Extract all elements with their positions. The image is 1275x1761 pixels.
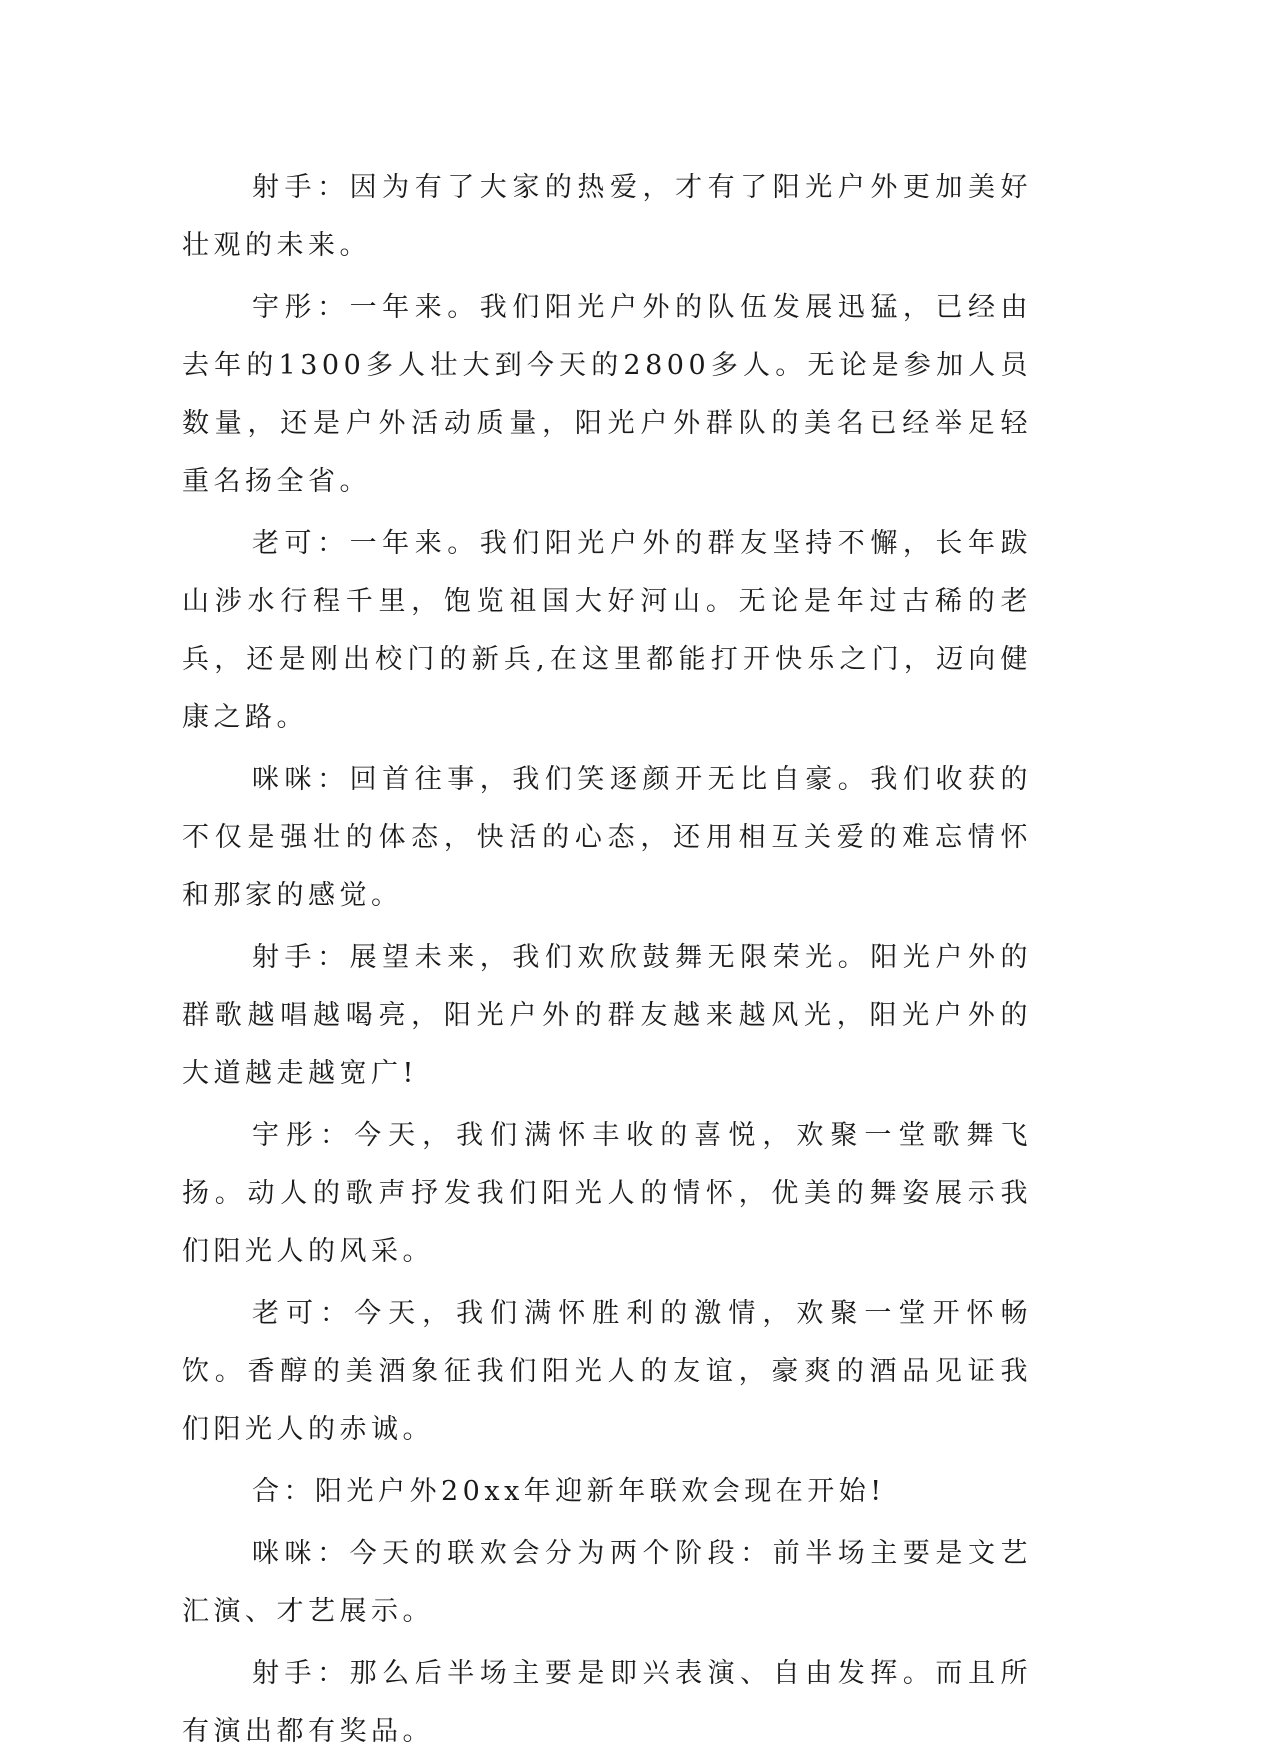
paragraph-8: 合：阳光户外20xx年迎新年联欢会现在开始!: [252, 1476, 886, 1507]
document-body: [182, 159, 1032, 1761]
paragraph-6: 宇彤：今天，我们满怀丰收的喜悦，欢聚一堂歌舞飞扬。动人的歌声抒发我们阳光人的情怀，优美的舞姿展示我们阳光人的风采。: [182, 1120, 1032, 1267]
paragraph-2: 宇彤：一年来。我们阳光户外的队伍发展迅猛，已经由去年的1300多人壮大到今天的2800多人。无论是参加人员数量，还是户外活动质量，阳光户外群队的美名已经举足轻重名扬全省。: [182, 292, 1032, 497]
paragraph-7: 老可：今天，我们满怀胜利的激情，欢聚一堂开怀畅饮。香醇的美酒象征我们阳光人的友谊，豪爽的酒品见证我们阳光人的赤诚。: [182, 1298, 1032, 1445]
paragraph-5: 射手：展望未来，我们欢欣鼓舞无限荣光。阳光户外的群歌越唱越喝亮，阳光户外的群友越来越风光，阳光户外的大道越走越宽广!: [182, 942, 1032, 1089]
paragraph-4: 咪咪：回首往事，我们笑逐颜开无比自豪。我们收获的不仅是强壮的体态，快活的心态，还用相互关爱的难忘情怀和那家的感觉。: [182, 764, 1032, 911]
paragraph-9: 咪咪：今天的联欢会分为两个阶段：前半场主要是文艺汇演、才艺展示。: [182, 1538, 1032, 1627]
paragraph-3: 老可：一年来。我们阳光户外的群友坚持不懈，长年跋山涉水行程千里，饱览祖国大好河山。无论是年过古稀的老兵，还是刚出校门的新兵,在这里都能打开快乐之门，迈向健康之路。: [182, 528, 1032, 733]
paragraph-10: 射手：那么后半场主要是即兴表演、自由发挥。而且所有演出都有奖品。: [182, 1658, 1032, 1747]
paragraph-1: 射手：因为有了大家的热爱，才有了阳光户外更加美好壮观的未来。: [182, 172, 1032, 261]
